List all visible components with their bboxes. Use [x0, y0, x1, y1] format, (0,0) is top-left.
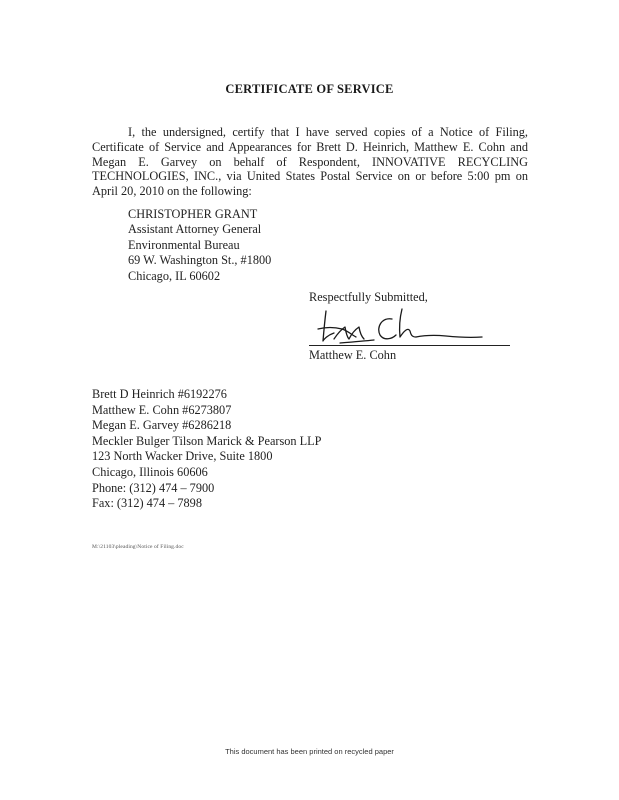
addressee-city: Chicago, IL 60602	[128, 268, 221, 283]
addressee-name: CHRISTOPHER GRANT	[128, 207, 258, 221]
recycled-paper-footer: This document has been printed on recycled paper	[225, 747, 394, 756]
attorney-line: Brett D Heinrich #6192276	[92, 387, 227, 401]
addressee-block	[128, 207, 271, 284]
document-title: CERTIFICATE OF SERVICE	[225, 82, 394, 96]
signer-name: Matthew E. Cohn	[309, 348, 397, 362]
firm-street: 123 North Wacker Drive, Suite 1800	[92, 449, 273, 464]
firm-phone: Phone: (312) 474 – 7900	[92, 480, 215, 495]
attorney-line: Matthew E. Cohn #6273807	[92, 402, 232, 417]
firm-name: Meckler Bulger Tilson Marick & Pearson LLP	[92, 433, 322, 448]
addressee-office: Environmental Bureau	[128, 237, 240, 252]
certification-paragraph: I, the undersigned, certify that I have served copies of a Notice of Filing, Certificate of Service and Appearances for Brett D. Heinrich, Matthew E. Cohn and Megan E. Garvey on behalf of Respondent, INNOVATIVE RECYCLING TECHNOLOGIES, INC., via United States Postal Service on or before 5:00 pm on April 20, 2010 on the following:	[92, 125, 528, 199]
signature-line	[309, 345, 510, 346]
handwritten-signature	[312, 305, 512, 347]
firm-fax: Fax: (312) 474 – 7898	[92, 496, 202, 511]
closing-text: Respectfully Submitted,	[309, 290, 428, 304]
attorney-line: Megan E. Garvey #6286218	[92, 418, 232, 433]
firm-city: Chicago, Illinois 60606	[92, 464, 208, 479]
addressee-street: 69 W. Washington St., #1800	[128, 253, 272, 268]
file-path-footer: M:\21103\pleading\Notice of Filing.doc	[92, 544, 184, 550]
attorney-block	[92, 387, 322, 512]
addressee-title: Assistant Attorney General	[128, 222, 262, 237]
